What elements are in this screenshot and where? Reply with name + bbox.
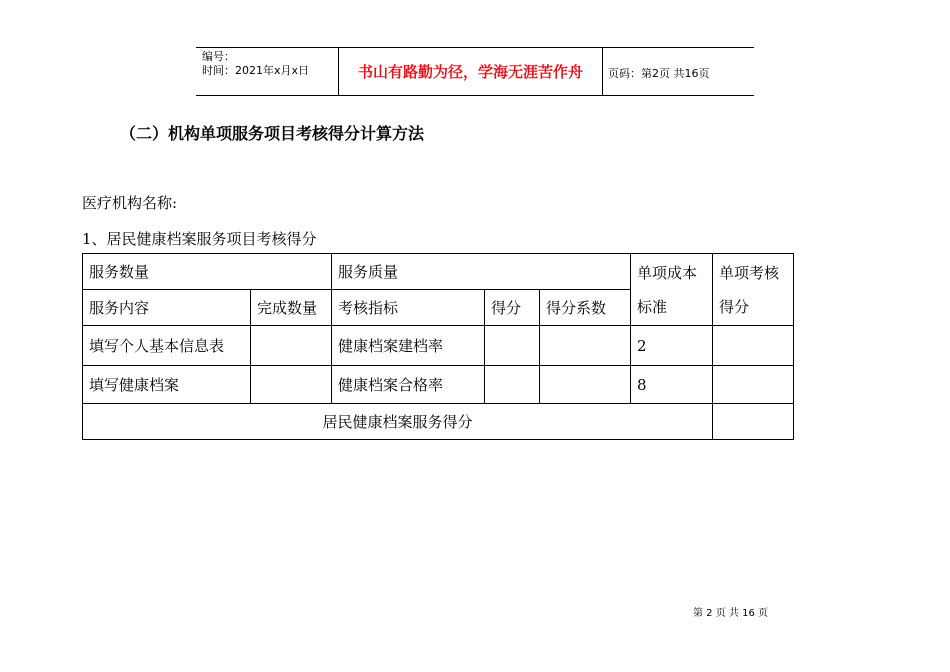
table-row bbox=[83, 326, 794, 366]
header-service-quality: 服务质量 bbox=[332, 254, 631, 290]
table-total-row bbox=[83, 404, 794, 440]
page-header bbox=[196, 47, 754, 96]
cell-item-score bbox=[713, 326, 794, 366]
page-footer: 第 2 页 共 16 页 bbox=[693, 608, 768, 619]
total-value bbox=[713, 404, 794, 440]
table-header-row bbox=[83, 254, 794, 290]
cell-indicator: 健康档案合格率 bbox=[332, 366, 485, 404]
cell-completed-quantity bbox=[251, 366, 332, 404]
header-service-content: 服务内容 bbox=[83, 290, 251, 326]
cell-indicator: 健康档案建档率 bbox=[332, 326, 485, 366]
cell-service-content: 填写个人基本信息表 bbox=[83, 326, 251, 366]
header-motto: 书山有路勤为径，学海无涯苦作舟 bbox=[357, 63, 583, 81]
header-score-coefficient: 得分系数 bbox=[540, 290, 631, 326]
header-meta bbox=[202, 50, 309, 78]
section-title: （二）机构单项服务项目考核得分计算方法 bbox=[120, 124, 425, 143]
cell-completed-quantity bbox=[251, 326, 332, 366]
date-label: 时间：2021年x月x日 bbox=[202, 64, 310, 77]
header-item-score: 单项考核得分 bbox=[713, 254, 794, 326]
cell-cost-standard: 2 bbox=[631, 326, 713, 366]
score-table bbox=[82, 253, 794, 440]
cell-score bbox=[485, 326, 540, 366]
subsection-title: 1、居民健康档案服务项目考核得分 bbox=[82, 230, 317, 248]
header-service-quantity: 服务数量 bbox=[83, 254, 332, 290]
doc-number-label: 编号： bbox=[202, 50, 235, 63]
cell-score-coefficient bbox=[540, 326, 631, 366]
header-indicator: 考核指标 bbox=[332, 290, 485, 326]
table-row bbox=[83, 366, 794, 404]
total-label: 居民健康档案服务得分 bbox=[83, 404, 713, 440]
cell-score-coefficient bbox=[540, 366, 631, 404]
cell-score bbox=[485, 366, 540, 404]
header-cost-standard: 单项成本标准 bbox=[631, 254, 713, 326]
cell-cost-standard: 8 bbox=[631, 366, 713, 404]
header-completed-quantity: 完成数量 bbox=[251, 290, 332, 326]
cell-service-content: 填写健康档案 bbox=[83, 366, 251, 404]
header-divider bbox=[602, 48, 603, 95]
institution-name-label: 医疗机构名称: bbox=[82, 194, 178, 212]
cell-item-score bbox=[713, 366, 794, 404]
header-page-code: 页码：第2页 共16页 bbox=[608, 67, 710, 80]
header-score: 得分 bbox=[485, 290, 540, 326]
